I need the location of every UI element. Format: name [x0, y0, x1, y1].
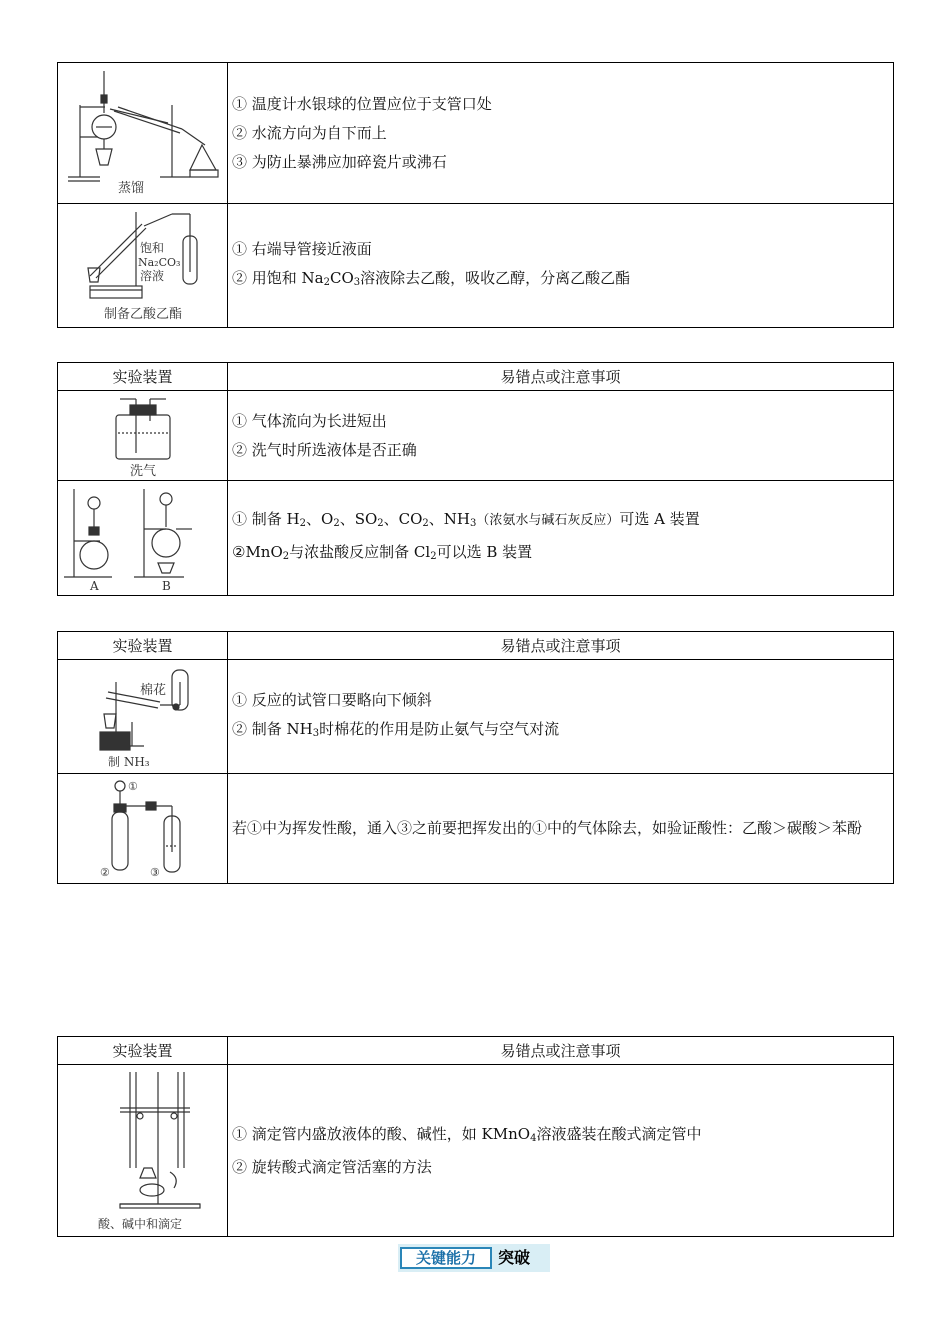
- header-device: 实验装置: [58, 363, 228, 391]
- table-row: [58, 204, 894, 328]
- table-row: [58, 481, 894, 596]
- distillation-label: 蒸馏: [117, 181, 144, 196]
- note-line: ① 制备 $H_2$、$O_2$、$SO_2$、$CO_2$、$NH_3$（浓氨水与碱石灰反应）可选 A 装置: [232, 510, 700, 529]
- note-line: ② 制备 $NH_3$时棉花的作用是防止氨气与空气对流: [232, 719, 560, 739]
- header-device: 实验装置: [58, 1037, 228, 1065]
- banner-right: 突破: [498, 1248, 531, 1267]
- ammonia-notes: [228, 660, 894, 774]
- fig-label: Na₂CO₃: [137, 255, 180, 269]
- table-row: [58, 774, 894, 884]
- fig-label: 饱和: [139, 240, 164, 255]
- section-banner: [398, 1244, 550, 1272]
- gas-washing-bottle-icon: [60, 393, 226, 479]
- header-device: 实验装置: [58, 632, 228, 660]
- note-line: ① 反应的试管口要略向下倾斜: [232, 690, 432, 709]
- table-row: [58, 63, 894, 204]
- gas-washing-label: 洗气: [129, 463, 156, 479]
- acidity-notes: [228, 774, 894, 884]
- titration-notes: [228, 1065, 894, 1237]
- label-1: ①: [127, 779, 138, 793]
- distillation-table: [57, 62, 894, 328]
- distillation-figure: [58, 63, 228, 204]
- table-header: [58, 1037, 894, 1065]
- acidity-apparatus-icon: [60, 776, 226, 882]
- banner-left: 关键能力: [400, 1247, 492, 1269]
- note-line: ① 温度计水银球的位置应位于支管口处: [232, 94, 492, 113]
- distillation-apparatus-icon: [60, 65, 226, 201]
- table-header: [58, 363, 894, 391]
- note-line: ② 洗气时所选液体是否正确: [232, 440, 417, 459]
- titration-table: [57, 1036, 894, 1237]
- distillation-notes: [228, 63, 894, 204]
- table-row: [58, 391, 894, 481]
- ethyl-acetate-label: 制备乙酸乙酯: [103, 306, 182, 322]
- note-line: ② 用饱和 $Na_2CO_3$溶液除去乙酸，吸收乙醇，分离乙酸乙酯: [232, 268, 631, 288]
- titration-figure: [58, 1065, 228, 1237]
- note-line: ① 气体流向为长进短出: [232, 411, 387, 430]
- label-a: A: [89, 579, 99, 593]
- gas-washing-notes: [228, 391, 894, 481]
- gas-generator-apparatus-icon: [60, 483, 226, 593]
- ammonia-figure: [58, 660, 228, 774]
- acidity-figure: [58, 774, 228, 884]
- note-line: ②MnO$_2$与浓盐酸反应制备 $Cl_2$可以选 B 装置: [232, 543, 533, 562]
- ethyl-acetate-figure: [58, 204, 228, 328]
- table-header: [58, 632, 894, 660]
- ammonia-apparatus-icon: [60, 662, 226, 772]
- note-line: ② 旋转酸式滴定管活塞的方法: [232, 1157, 432, 1176]
- label-b: B: [161, 579, 171, 593]
- gas-table: [57, 362, 894, 596]
- titration-label: 酸、碱中和滴定: [97, 1216, 182, 1231]
- titration-apparatus-icon: [60, 1068, 226, 1234]
- table-row: [58, 1065, 894, 1237]
- note-paragraph: 若①中为挥发性酸，通入③之前要把挥发出的①中的气体除去，如验证酸性：乙酸＞碳酸＞苯酚: [232, 819, 863, 837]
- note-line: ② 水流方向为自下而上: [232, 123, 387, 142]
- note-line: ① 滴定管内盛放液体的酸、碱性，如 KMnO$_4$溶液盛装在酸式滴定管中: [232, 1124, 702, 1144]
- header-notes: 易错点或注意事项: [228, 632, 894, 660]
- ethyl-acetate-notes: [228, 204, 894, 328]
- note-line: ① 右端导管接近液面: [232, 239, 372, 258]
- reaction-table: [57, 631, 894, 884]
- label-2: ②: [99, 865, 110, 879]
- note-line: ③ 为防止暴沸应加碎瓷片或沸石: [232, 152, 447, 171]
- gas-washing-figure: [58, 391, 228, 481]
- label-3: ③: [149, 865, 160, 879]
- gas-generator-notes: [228, 481, 894, 596]
- cotton-label: 棉花: [139, 682, 166, 698]
- header-notes: 易错点或注意事项: [228, 1037, 894, 1065]
- ammonia-label: 制 NH₃: [107, 754, 150, 769]
- table-row: [58, 660, 894, 774]
- fig-label: 溶液: [139, 268, 164, 283]
- gas-generator-figure: [58, 481, 228, 596]
- header-notes: 易错点或注意事项: [228, 363, 894, 391]
- ethyl-acetate-apparatus-icon: [60, 206, 226, 326]
